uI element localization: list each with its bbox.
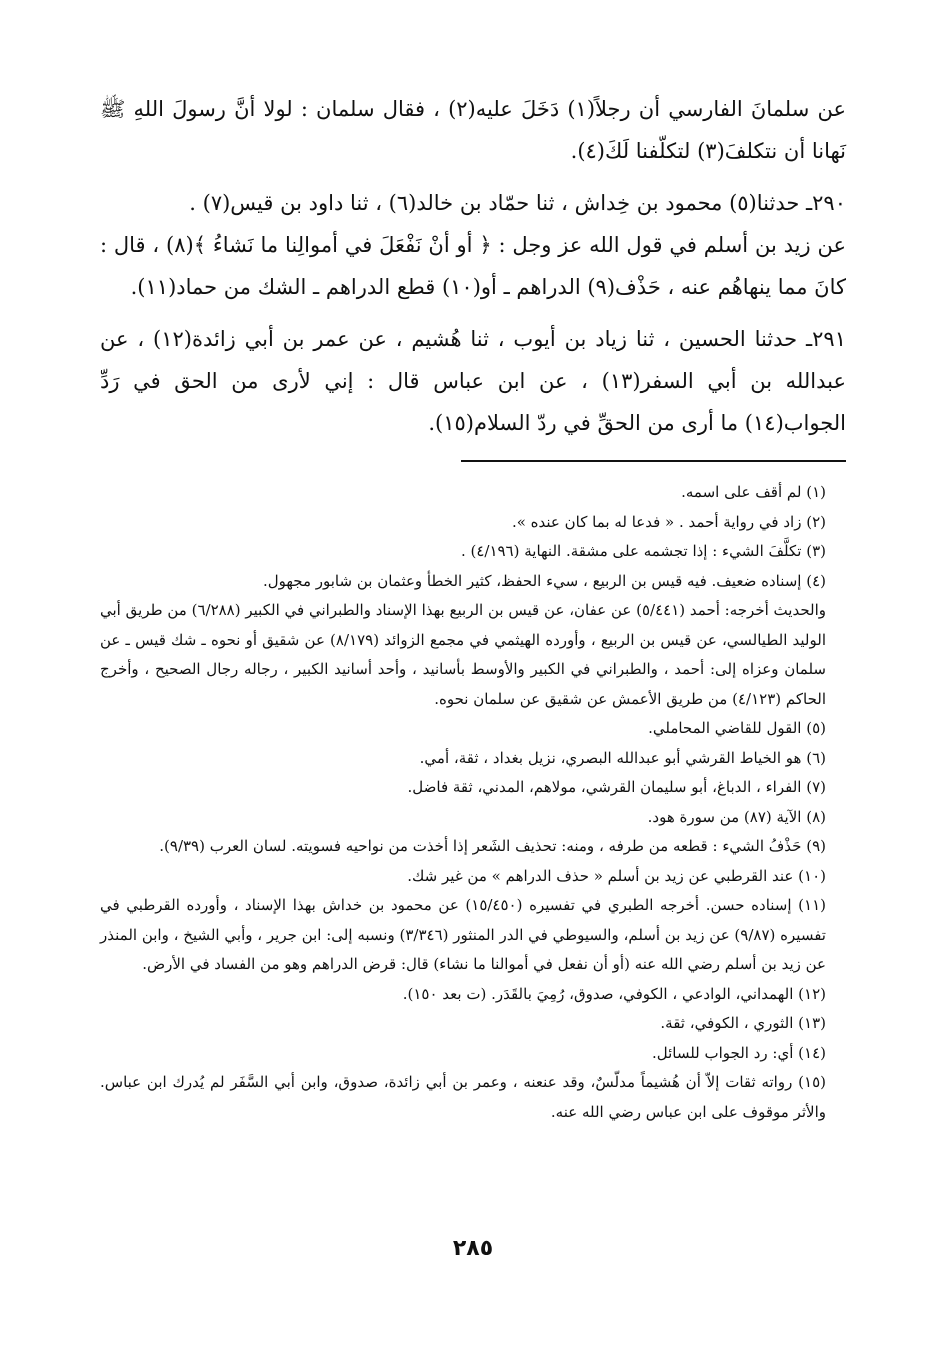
footnote: (١) لم أقف على اسمه.: [681, 483, 826, 501]
footnote: (٤) إسناده ضعيف. فيه قيس بن الربيع ، سيء الحفظ، كثير الخطأ وعثمان بن شابور مجهول.: [262, 571, 826, 590]
footnote: (٥) القول للقاضي المحاملي.: [648, 719, 826, 737]
footnote: (١٤) أي: رد الجواب للسائل.: [651, 1043, 826, 1062]
footnote-divider: [461, 460, 846, 462]
footnote: (٩) حَذْفُ الشيء : قطعه من طرفه ، ومنه: تحذيف الشَعر إذا أخذت من نواحيه فسويته. لسان العرب (٩/٣٩).: [159, 837, 826, 855]
footnote: (١١) إسناده حسن. أخرجه الطبري في تفسيره (١٥/٤٥٠) عن محمود بن خداش بهذا الإسناد ، وأورده القرطبي في تفسيره (٩/٨٧) عن زيد بن أسلم، والسيوطي في الدر المنثور (٣/٣٤٦) ونسبه إلى: ابن جرير ، وأبي الشيخ ، وابن المنذر عن زيد بن أسلم رضي الله عنه (أو أن نفعل في أموالنا ما نشاء) قال: قرض الدراهم وهو من الفساد في الأرض.: [100, 896, 827, 973]
footnote: (١٢) الهمداني، الوادعي ، الكوفي، صدوق، رُمِيَ بالقَدَر. (ت بعد ١٥٠).: [402, 984, 826, 1003]
footnote: (١٣) الثوري ، الكوفي، ثقة.: [660, 1014, 826, 1032]
hadith-paragraph: عن زيد بن أسلم في قول الله عز وجل : ﴿ أو أنْ نَفْعَلَ في أموالِنا ما نَشاءُ ﴾(٨) ، قال : كانَ مما ينهاهُم عنه ، حَذْف(٩) الدراهم ـ أو(١٠) قطع الدراهم ـ الشك من حماد(١١).: [100, 233, 846, 299]
footnote: (٢) زاد في رواية أحمد . « فدعا له بما كان عنده ».: [511, 512, 826, 531]
hadith-paragraph: ٢٩١ـ حدثنا الحسين ، ثنا زياد بن أيوب ، ثنا هُشيم ، عن عمر بن أبي زائدة(١٢) ، عن عبدالله بن أبي السفر(١٣) ، عن ابن عباس قال : إني لأرى من الحق في رَدِّ الجواب(١٤) ما أرى من الحقِّ في ردّ السلام(١٥).: [100, 327, 847, 435]
footnote: (٧) الفراء ، الدباغ، أبو سليمان القرشي، مولاهم، المدني، ثقة فاضل.: [407, 778, 826, 796]
hadith-paragraph: عن سلمانَ الفارسي أن رجلاً(١) دَخَلَ عليه(٢) ، فقال سلمان : لولا أنَّ رسولَ اللهِ ﷺ نَهانا أن نتكلفَ(٣) لتكلّفنا لَكَ(٤).: [100, 97, 846, 163]
hadith-paragraph: ٢٩٠ـ حدثنا(٥) محمود بن خِداش ، ثنا حمّاد بن خالد(٦) ، ثنا داود بن قيس(٧) .: [189, 191, 846, 215]
footnote: (٣) تكلَّفَ الشيء : إذا تجشمه على مشقة. النهاية (٤/١٩٦) .: [460, 542, 826, 560]
footnote-continuation: والحديث أخرجه: أحمد (٥/٤٤١) عن عفان، عن قيس بن الربيع بهذا الإسناد والطبراني في الكبير (٦/٢٨٨) من طريق أبي الوليد الطيالسي، عن قيس بن الربيع ، وأورده الهيثمي في مجمع الزوائد (٨/١٧٩) عن شقيق أو نحوه ـ شك قيس ـ عن سلمان وعزاه إلى: أحمد ، والطبراني في الكبير والأوسط بأسانيد ، وأحد أسانيد الكبير ، رجاله رجال الصحيح ، وأخرج الحاكم (٤/١٢٣) من طريق الأعمش عن شقيق عن سلمان نحوه.: [100, 601, 827, 708]
footnote: (١٥) رواته ثقات إلاّ أن هُشيماً مدلّسٌ، وقد عنعنه ، وعمر بن أبي زائدة، صدوق، وابن أبي السَّفَر لم يُدرك ابن عباس. والأثر موقوف على ابن عباس رضي الله عنه.: [100, 1073, 826, 1121]
footnotes: [100, 478, 846, 1127]
main-text: [100, 88, 846, 444]
page-number: ٢٨٥: [452, 1236, 494, 1261]
footnote: (٦) هو الخياط القرشي أبو عبدالله البصري، نزيل بغداد ، ثقة، أمي.: [419, 748, 826, 767]
footnote: (٨) الآية (٨٧) من سورة هود.: [647, 807, 826, 826]
footnote: (١٠) عند القرطبي عن زيد بن أسلم « حذف الدراهم » من غير شك.: [407, 866, 826, 885]
